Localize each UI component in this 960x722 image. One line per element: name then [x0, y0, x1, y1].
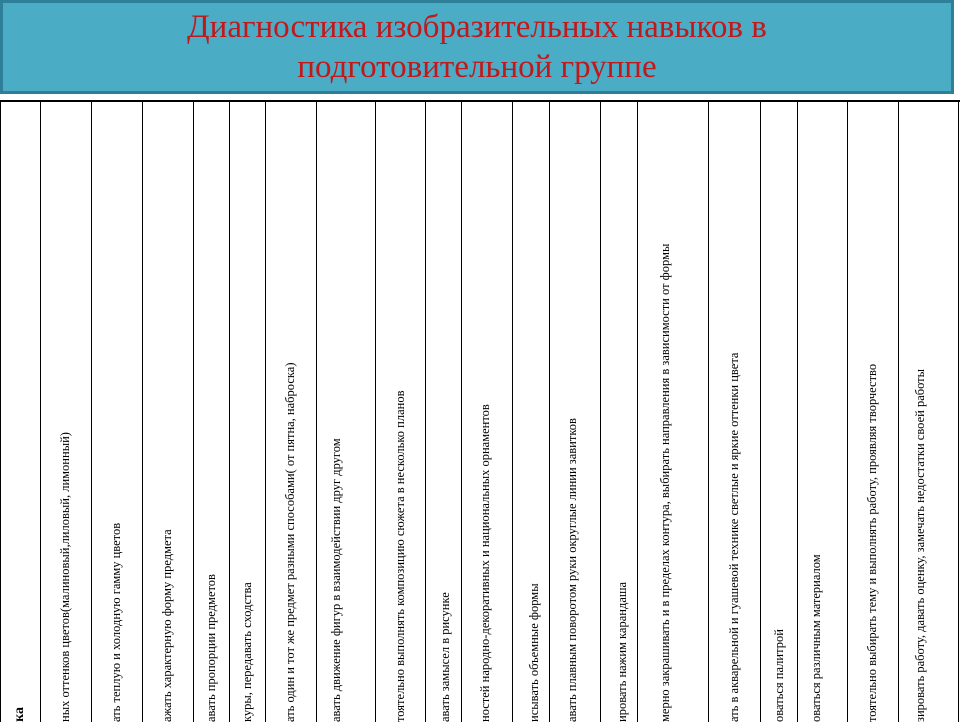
column-divider — [708, 102, 709, 722]
title-line-1: Диагностика изобразительных навыков в — [187, 9, 767, 45]
column-divider — [847, 102, 848, 722]
column-divider — [91, 102, 92, 722]
column-divider — [600, 102, 601, 722]
title-banner — [0, 0, 954, 94]
column-divider — [265, 102, 266, 722]
column-divider — [40, 102, 41, 722]
column-header: авать движение фигур в взаимодействии друг другом — [329, 438, 343, 722]
column-divider — [898, 102, 899, 722]
column-divider — [375, 102, 376, 722]
column-header: ать теплую и холодную гамму цветов — [109, 522, 123, 722]
column-divider — [797, 102, 798, 722]
first-column-header: ка — [12, 707, 27, 722]
column-header: авать пропорции предметов — [204, 574, 218, 722]
column-divider — [461, 102, 462, 722]
column-header: ностей народно-декоративных и национальных орнаментов — [478, 404, 492, 722]
title-line-2: подготовительной группе — [297, 49, 657, 85]
column-header: ных оттенков цветов(малиновый,лиловый, лимонный) — [58, 432, 72, 722]
column-header: тоятельно выполнять композицию сюжета в несколько планов — [393, 390, 407, 722]
column-header: ировать нажим карандаша — [615, 581, 629, 722]
column-header: исывать объемные формы — [527, 583, 541, 722]
column-header: зировать работу, давать оценку, замечать недостатки своей работы — [913, 368, 927, 722]
column-divider — [316, 102, 317, 722]
column-header: ажать характерную форму предмета — [160, 529, 174, 722]
column-divider — [637, 102, 638, 722]
column-header: авать плавным поворотом руки округлые линии завитков — [565, 418, 579, 722]
column-header: оваться палитрой — [772, 629, 786, 722]
column-header: ать в акварельной и гуашевой технике светлые и яркие оттенки цвета — [727, 352, 741, 722]
column-divider — [193, 102, 194, 722]
column-divider — [0, 102, 1, 722]
skills-table — [0, 100, 960, 722]
column-divider — [229, 102, 230, 722]
column-header: ать один и тот же предмет разными способами( от пятна, наброска) — [283, 362, 297, 722]
column-header: тоятельно выбирать тему и выполнять работу, проявляя творчество — [865, 363, 879, 722]
column-divider — [425, 102, 426, 722]
column-divider — [958, 102, 959, 722]
column-header: оваться различным материалом — [809, 554, 823, 722]
column-header: авать замысел в рисунке — [438, 592, 452, 722]
column-divider — [549, 102, 550, 722]
column-header: мерно закрашивать и в пределах контура, выбирать направления в зависимости от формы — [658, 243, 672, 722]
column-divider — [760, 102, 761, 722]
column-divider — [142, 102, 143, 722]
column-divider — [512, 102, 513, 722]
column-header: куры, передавать сходства — [240, 582, 254, 722]
